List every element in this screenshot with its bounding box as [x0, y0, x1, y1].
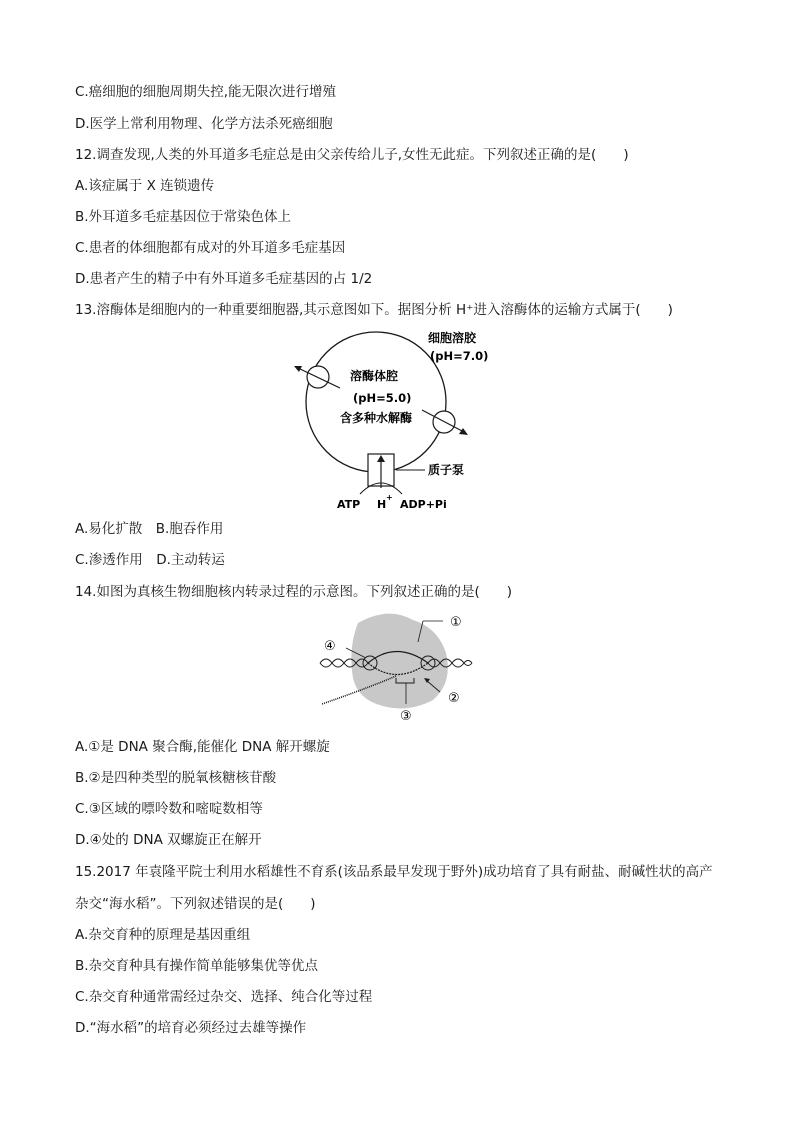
q15-option-c: C.杂交育种通常需经过杂交、选择、纯合化等过程 — [75, 989, 373, 1005]
q14-option-c: C.③区域的嘌呤数和嘧啶数相等 — [75, 801, 263, 817]
atp-label: ATP — [337, 498, 361, 511]
q11-option-c: C.癌细胞的细胞周期失控,能无限次进行增殖 — [75, 84, 337, 100]
arrow-head-right — [459, 428, 468, 435]
q12-option-b: B.外耳道多毛症基因位于常染色体上 — [75, 209, 292, 225]
q13-stem: 13.溶酶体是细胞内的一种重要细胞器,其示意图如下。据图分析 H⁺进入溶酶体的运输方式属于( ) — [75, 302, 673, 318]
label-2: ② — [448, 691, 460, 706]
cytosol-ph: (pH=7.0) — [430, 349, 489, 363]
q12-option-a: A.该症属于 X 连锁遗传 — [75, 178, 215, 194]
q15-option-b: B.杂交育种具有操作简单能够集优等优点 — [75, 958, 319, 974]
q15-option-a: A.杂交育种的原理是基因重组 — [75, 927, 251, 943]
label-1: ① — [450, 615, 462, 630]
label-4: ④ — [324, 639, 336, 654]
proton-pump-label: 质子泵 — [428, 463, 465, 477]
q13-options-cd: C.渗透作用 D.主动转运 — [75, 552, 225, 568]
q14-option-a: A.①是 DNA 聚合酶,能催化 DNA 解开螺旋 — [75, 739, 330, 755]
q12-option-c: C.患者的体细胞都有成对的外耳道多毛症基因 — [75, 240, 346, 256]
lysosome-diagram — [280, 322, 520, 517]
lumen-label: 溶酶体腔 — [350, 369, 399, 383]
cytosol-label: 细胞溶胶 — [428, 331, 477, 345]
lumen-ph: (pH=5.0) — [353, 391, 412, 405]
q13-options-ab: A.易化扩散 B.胞吞作用 — [75, 521, 224, 537]
enzymes-label: 含多种水解酶 — [340, 411, 413, 425]
label-3: ③ — [400, 709, 412, 723]
q14-stem: 14.如图为真核生物细胞核内转录过程的示意图。下列叙述正确的是( ) — [75, 584, 513, 600]
q12-stem: 12.调查发现,人类的外耳道多毛症总是由父亲传给儿子,女性无此症。下列叙述正确的是( ) — [75, 147, 629, 163]
q15-stem-line1: 15.2017 年袁隆平院士利用水稻雄性不育系(该品系最早发现于野外)成功培育了具有耐盐、耐碱性状的高产 — [75, 864, 713, 880]
q14-option-d: D.④处的 DNA 双螺旋正在解开 — [75, 832, 262, 848]
q14-option-b: B.②是四种类型的脱氧核糖核苷酸 — [75, 770, 277, 786]
adp-label: ADP+Pi — [400, 498, 447, 511]
transcription-diagram — [318, 608, 478, 723]
q12-option-d: D.患者产生的精子中有外耳道多毛症基因的占 1/2 — [75, 271, 373, 287]
q11-option-d: D.医学上常利用物理、化学方法杀死癌细胞 — [75, 116, 333, 132]
q15-stem-line2: 杂交“海水稻”。下列叙述错误的是( ) — [75, 896, 316, 912]
h-superscript: + — [386, 493, 393, 502]
q15-option-d: D.“海水稻”的培育必须经过去雄等操作 — [75, 1020, 307, 1036]
h-label: H — [377, 498, 387, 511]
